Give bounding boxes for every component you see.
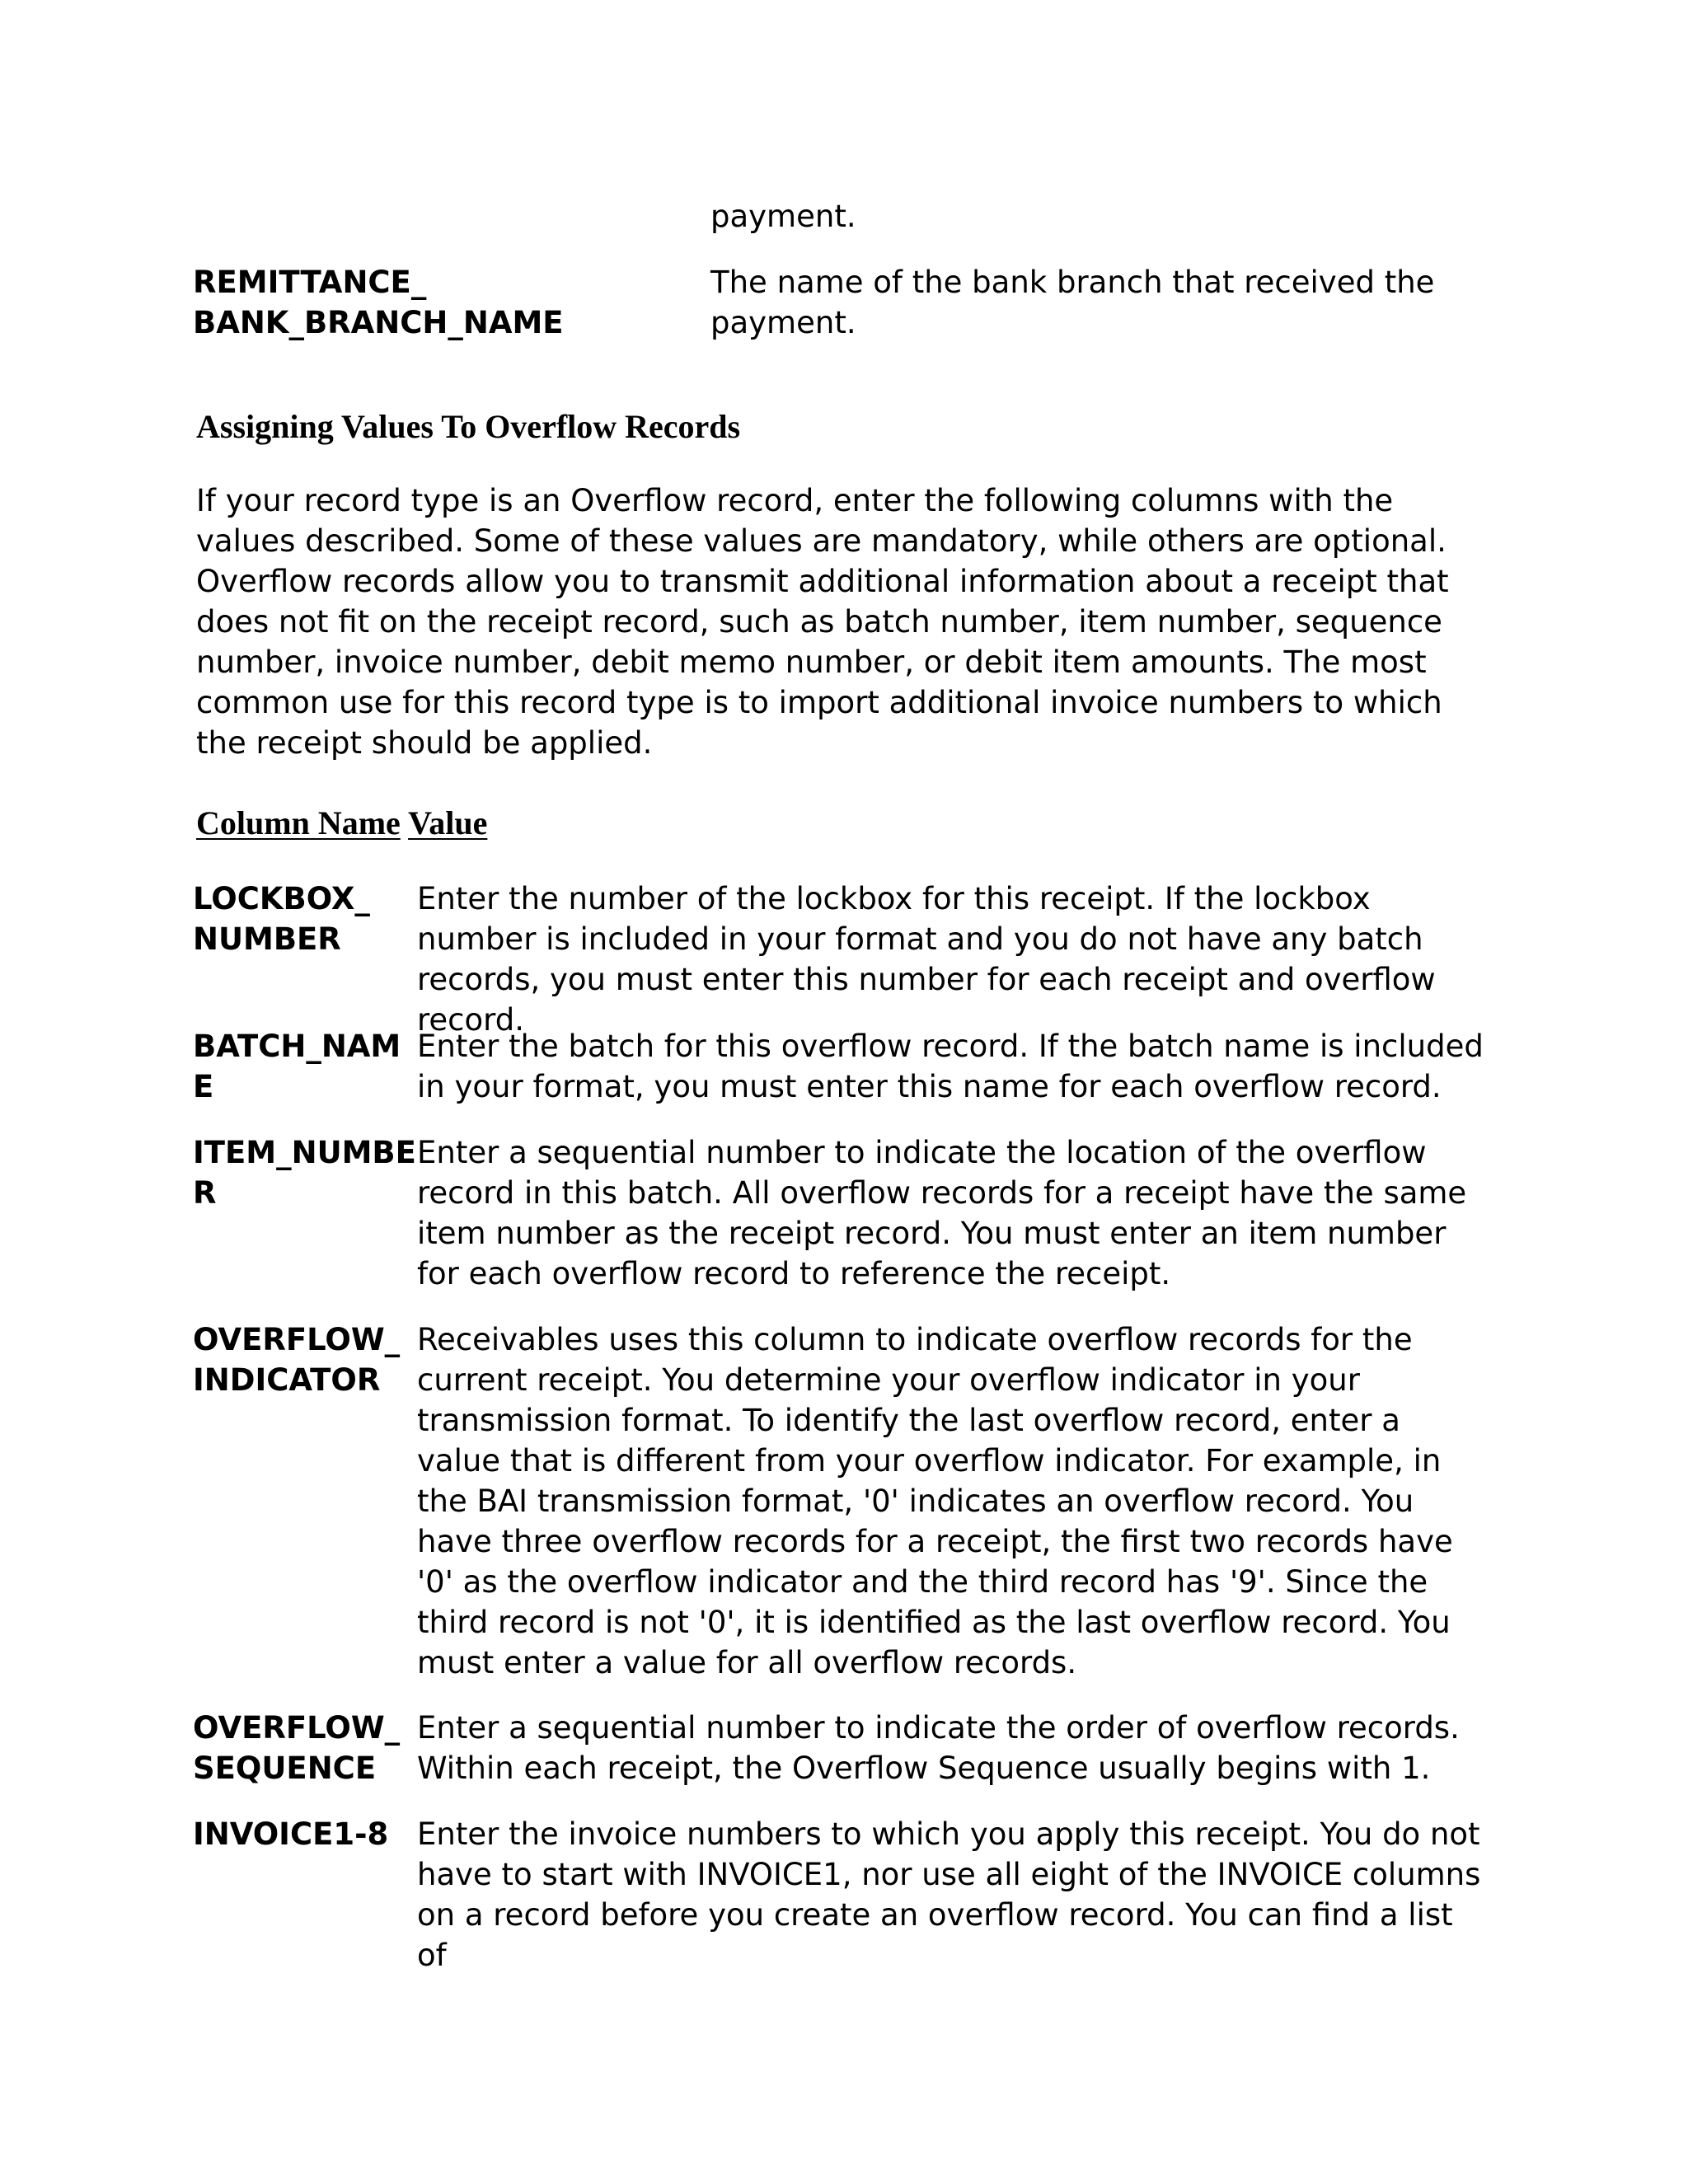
row-term-item-number: ITEM_NUMBE R: [193, 1135, 416, 1211]
row-desc-overflow-indicator: Receivables uses this column to indicate overflow records for the current receipt. You determine your overflow indicator in your transmission format. To identify the last overflow record, enter a value that is different from your overflow indicator. For example, in the BAI transmission format, '0' indicates an overflow record. You have three overflow records for a receipt, the first two records have '0' as the overflow indicator and the third record has '9'. Since the third record is not '0', it is identified as the last overflow record. You must enter a value for all overflow records.: [417, 1322, 1453, 1680]
row-term-batch-name: BATCH_NAM E: [193, 1029, 401, 1104]
row-desc-lockbox-number: Enter the number of the lockbox for this receipt. If the lockbox number is included in your format and you do not have any batch records, you must enter this number for each receipt and overflow record.: [417, 881, 1436, 1038]
row-desc-batch-name: Enter the batch for this overflow record. If the batch name is included in your format, you must enter this name for each overflow record.: [417, 1029, 1484, 1104]
row-desc-item-number: Enter a sequential number to indicate the location of the overflow record in this batch. All overflow records for a receipt have the same item number as the receipt record. You must enter an item number for each overflow record to reference the receipt.: [417, 1135, 1467, 1291]
row-desc-overflow-sequence: Enter a sequential number to indicate the order of overflow records. Within each receipt, the Overflow Sequence usually begins with 1.: [417, 1710, 1460, 1786]
row-term-invoice1-8: INVOICE1-8: [193, 1816, 389, 1852]
remittance-term: REMITTANCE_ BANK_BRANCH_NAME: [193, 265, 564, 340]
section-heading: Assigning Values To Overflow Records: [196, 408, 741, 445]
column-value-header: Value: [408, 804, 488, 841]
top-fragment: payment.: [710, 199, 856, 234]
row-desc-invoice1-8: Enter the invoice numbers to which you apply this receipt. You do not have to start with INVOICE1, nor use all eight of the INVOICE columns on a record before you create an overflow record. You can find a list of: [417, 1816, 1481, 1973]
remittance-desc: The name of the bank branch that received the payment.: [710, 265, 1435, 340]
row-term-overflow-sequence: OVERFLOW_ SEQUENCE: [193, 1710, 401, 1786]
section-intro: If your record type is an Overflow record, enter the following columns with the values described. Some of these values are mandatory, while others are optional. Overflow records allow you to transmit additional information about a receipt that does not fit on the receipt record, such as batch number, item number, sequence number, invoice number, debit memo number, or debit item amounts. The most common use for this record type is to import additional invoice numbers to which the receipt should be applied.: [196, 483, 1449, 761]
row-term-overflow-indicator: OVERFLOW_ INDICATOR: [193, 1322, 401, 1398]
column-name-header: Column Name: [196, 804, 401, 841]
row-term-lockbox-number: LOCKBOX_ NUMBER: [193, 881, 370, 957]
table-header: [196, 804, 487, 842]
